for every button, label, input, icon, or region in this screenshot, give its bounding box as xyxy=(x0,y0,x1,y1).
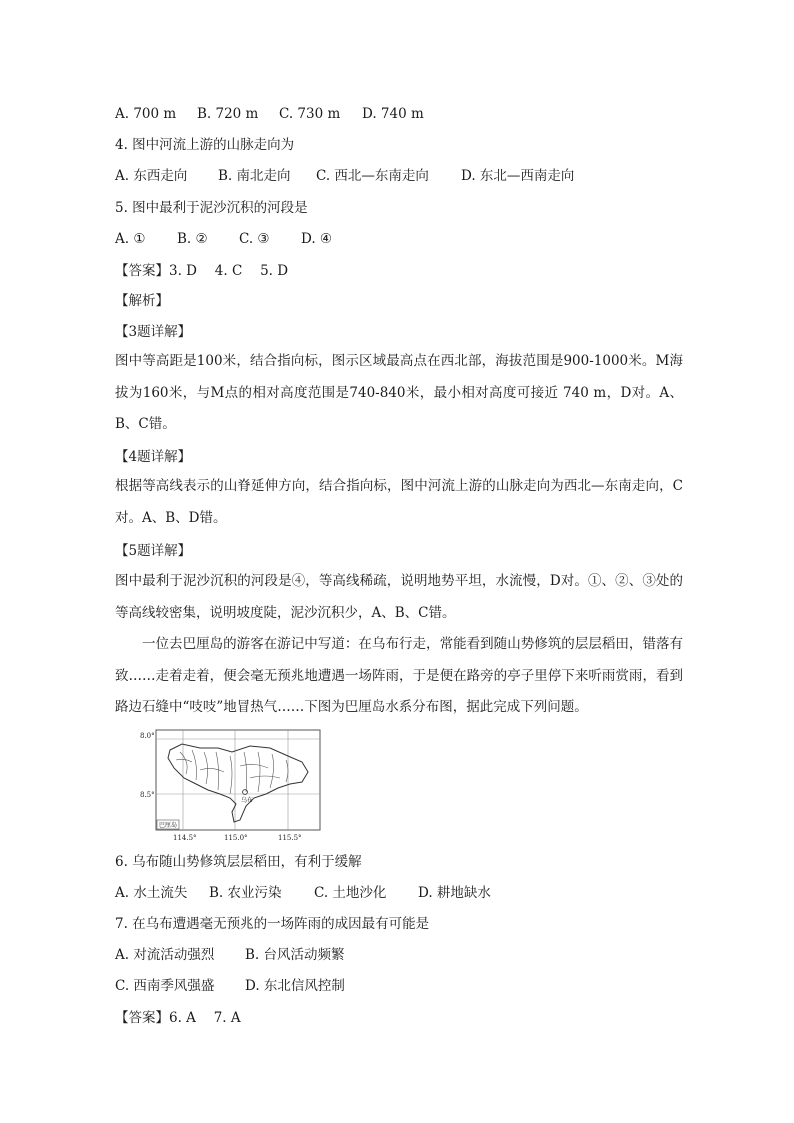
q6-option-a: A. 水土流失 xyxy=(115,885,188,901)
q6-option-c: C. 土地沙化 xyxy=(314,885,387,901)
q7-option-d: D. 东北信风控制 xyxy=(245,978,345,994)
lat-label-8-5: 8.5° xyxy=(140,791,155,799)
detail5-heading: 【5题详解】 xyxy=(115,543,192,559)
lon-label-115-5: 115.5° xyxy=(278,834,302,842)
detail4-text: 根据等高线表示的山脊延伸方向，结合指向标，图中河流上游的山脉走向为西北—东南走向，C对。A、B、D错。 xyxy=(115,478,683,526)
q3-option-d: D. 740 m xyxy=(362,106,424,122)
lon-label-114-5: 114.5° xyxy=(173,834,197,842)
passage-text: 一位去巴厘岛的游客在游记中写道：在乌布行走，常能看到随山势修筑的层层稻田，错落有致……走着走着，便会毫无预兆地遭遇一场阵雨，于是便在路旁的亭子里停下来听雨赏雨，看到路边石缝中“吱吱”地冒热气……下图为巴厘岛水系分布图，据此完成下列问题。 xyxy=(115,636,683,715)
q5-option-d: D. ④ xyxy=(301,231,333,247)
q7-option-b: B. 台风活动频繁 xyxy=(245,947,345,963)
q3-options xyxy=(115,104,424,124)
lat-label-8-0: 8.0° xyxy=(140,732,155,740)
q3-option-c: C. 730 m xyxy=(279,106,341,122)
q6-stem: 6. 乌布随山势修筑层层稻田，有利于缓解 xyxy=(115,854,362,870)
q6-options xyxy=(115,883,491,903)
q5-option-c: C. ③ xyxy=(239,231,270,247)
q7-options-row2 xyxy=(115,976,345,996)
q7-stem: 7. 在乌布遭遇毫无预兆的一场阵雨的成因最有可能是 xyxy=(115,916,430,932)
map-title: 巴厘岛 xyxy=(159,822,178,829)
q4-option-c: C. 西北—东南走向 xyxy=(316,168,429,184)
detail4-heading: 【4题详解】 xyxy=(115,449,192,465)
lon-label-115-0: 115.0° xyxy=(224,834,248,842)
q3-option-b: B. 720 m xyxy=(197,106,259,122)
q4-option-b: B. 南北走向 xyxy=(218,168,291,184)
answer-block-1: 【答案】3. D 4. C 5. D xyxy=(115,263,289,279)
detail3-heading: 【3题详解】 xyxy=(115,324,192,340)
q5-option-a: A. ① xyxy=(115,231,146,247)
q5-option-b: B. ② xyxy=(177,231,208,247)
q5-stem: 5. 图中最利于泥沙沉积的河段是 xyxy=(115,200,308,216)
q4-stem: 4. 图中河流上游的山脉走向为 xyxy=(115,137,295,153)
q4-option-d: D. 东北—西南走向 xyxy=(461,168,575,184)
answer-block-2: 【答案】6. A 7. A xyxy=(115,1010,241,1026)
q7-option-c: C. 西南季风强盛 xyxy=(115,978,215,994)
q3-option-a: A. 700 m xyxy=(115,106,177,122)
q4-option-a: A. 东西走向 xyxy=(115,168,188,184)
analysis-label: 【解析】 xyxy=(115,293,169,309)
q6-option-b: B. 农业污染 xyxy=(209,885,282,901)
q7-option-a: A. 对流活动强烈 xyxy=(115,947,215,963)
q7-options-row1 xyxy=(115,945,345,965)
detail5-text: 图中最利于泥沙沉积的河段是④，等高线稀疏，说明地势平坦，水流慢，D对。①、②、③处的等高线较密集，说明坡度陡，泥沙沉积少，A、B、C错。 xyxy=(115,573,683,621)
town-label: 乌布 xyxy=(241,797,254,804)
detail3-text: 图中等高距是100米，结合指向标，图示区域最高点在西北部，海拔范围是900-1000米。M海拔为160米，与M点的相对高度范围是740-840米，最小相对高度可接近 740 m，D对。A、B、C错。 xyxy=(115,353,683,432)
bali-water-system-map xyxy=(140,722,336,844)
q4-options xyxy=(115,166,574,186)
q6-option-d: D. 耕地缺水 xyxy=(418,885,491,901)
q5-options xyxy=(115,229,332,249)
